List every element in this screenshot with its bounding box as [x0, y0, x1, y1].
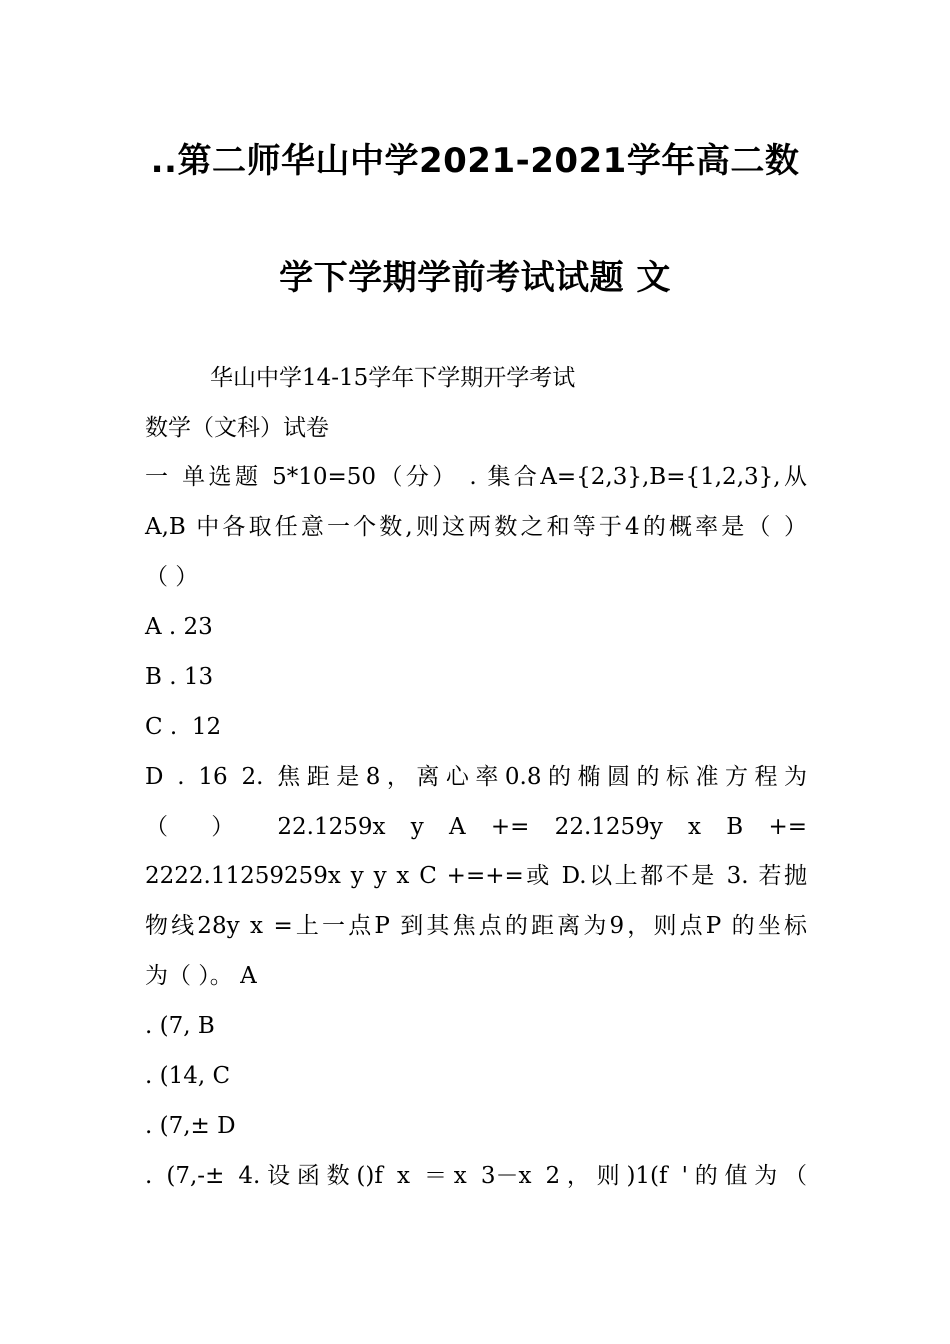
document-title-line-1: ..第二师华山中学2021-2021学年高二数 — [150, 141, 800, 181]
document-title-line-2: 学下学期学前考试试题 文 — [279, 258, 671, 298]
question-3-text: 物线28y x =上一点P 到其焦点的距离为9，则点P 的坐标 — [145, 913, 807, 939]
exam-subheading: 数学（文科）试卷 — [145, 415, 329, 441]
question-2-text: D . 16 2. 焦距是8，离心率0.8的椭圆的标准方程为 — [145, 764, 807, 790]
question-2-options-cont: 2222.11259259x y y x C +=+=或 D.以上都不是 3. 若抛 — [145, 863, 807, 889]
question-4-text: . (7,-± 4.设函数()f x ＝x 3－x 2，则)1(f '的值为（ — [145, 1163, 807, 1189]
question-1-bracket: （ ） — [145, 564, 199, 590]
question-3-text-cont: 为（ ）。 A — [145, 963, 257, 989]
option-a: A . 23 — [145, 614, 213, 640]
option-b: B . 13 — [145, 664, 214, 690]
option-c: C . 12 — [145, 714, 222, 740]
exam-heading: 华山中学14-15学年下学期开学考试 — [210, 365, 576, 391]
question-3-option-b: . (14, C — [145, 1063, 231, 1089]
question-1-text: 一 单选题 5*10=50（分） . 集合A={2,3},B={1,2,3},从 — [145, 464, 807, 490]
question-3-option-c: . (7,± D — [145, 1113, 236, 1139]
question-3-option-a: . (7, B — [145, 1013, 215, 1039]
question-2-options: （ ） 22.1259x y A += 22.1259y x B += — [145, 814, 807, 840]
question-1-text-cont: A,B 中各取任意一个数,则这两数之和等于4的概率是（ ） — [145, 514, 807, 540]
